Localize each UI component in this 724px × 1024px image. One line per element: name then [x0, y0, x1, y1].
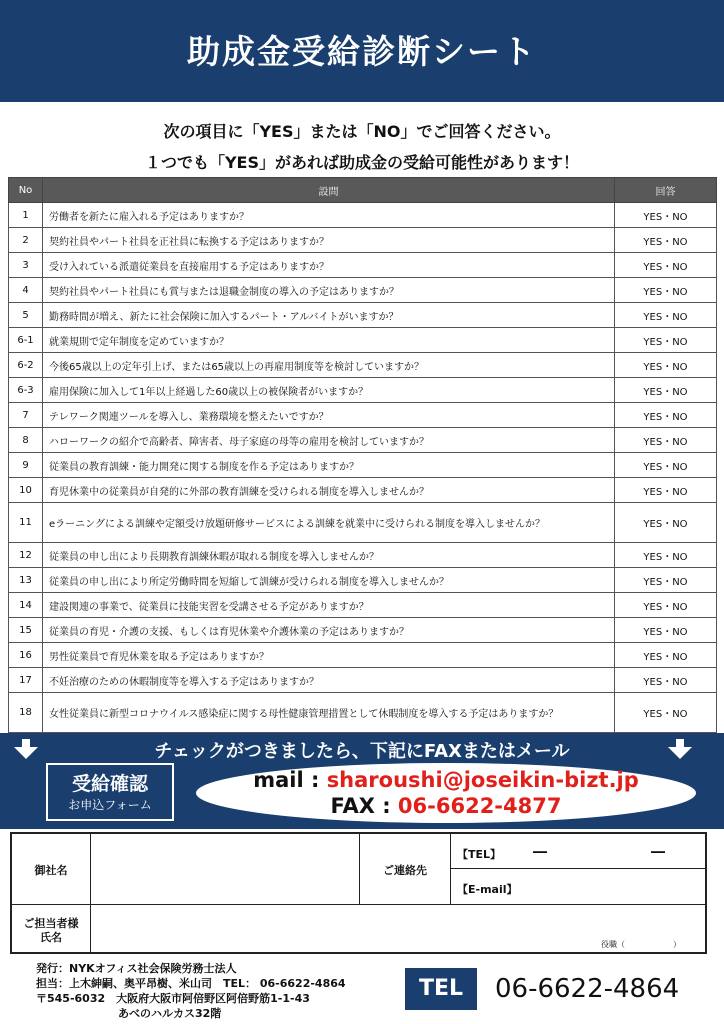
person-name-field[interactable]: [90, 904, 706, 953]
answer-choice[interactable]: YES・NO: [615, 303, 717, 328]
question-number: 14: [9, 593, 43, 618]
intro-line-2: １つでも「YES」があれば助成金の受給可能性があります！: [144, 153, 580, 172]
header-question: 設問: [43, 178, 615, 203]
question-text: 建設関連の事業で、従業員に技能実習を受講させる予定がありますか？: [43, 593, 615, 618]
question-text: 育児休業中の従業員が自発的に外部の教育訓練を受けられる制度を導入しませんか？: [43, 478, 615, 503]
question-text: 労働者を新たに雇入れる予定はありますか？: [43, 203, 615, 228]
question-text: 従業員の育児・介護の支援、もしくは育児休業や介護休業の予定はありますか？: [43, 618, 615, 643]
question-text: 雇用保険に加入して1年以上経過した60歳以上の被保険者がいますか？: [43, 378, 615, 403]
contact-label: ご連絡先: [383, 864, 427, 877]
company-label-cell: [11, 833, 91, 905]
question-number: 16: [9, 643, 43, 668]
table-row: [9, 228, 717, 253]
tel-dash: ―: [651, 844, 665, 860]
answer-choice[interactable]: YES・NO: [615, 503, 717, 543]
questions-table: [8, 177, 717, 733]
header-banner: [0, 0, 724, 102]
table-row: [9, 618, 717, 643]
answer-choice[interactable]: YES・NO: [615, 253, 717, 278]
question-text: テレワーク関連ツールを導入し、業務環境を整えたいですか？: [43, 403, 615, 428]
question-number: 17: [9, 668, 43, 693]
position-label: 役職（ ）: [601, 940, 681, 949]
table-row: [9, 378, 717, 403]
answer-choice[interactable]: YES・NO: [615, 478, 717, 503]
question-number: 6-2: [9, 353, 43, 378]
questions-body: [9, 203, 717, 733]
answer-choice[interactable]: YES・NO: [615, 593, 717, 618]
table-row: [9, 428, 717, 453]
question-number: 12: [9, 543, 43, 568]
question-number: 5: [9, 303, 43, 328]
question-text: 不妊治療のための休暇制度等を導入する予定はありますか？: [43, 668, 615, 693]
contact-oval: [196, 763, 696, 823]
table-row: [9, 478, 717, 503]
question-text: ハローワークの紹介で高齢者、障害者、母子家庭の母等の雇用を検討していますか？: [43, 428, 615, 453]
table-row: [9, 693, 717, 733]
table-row: [9, 453, 717, 478]
application-form-button[interactable]: [46, 763, 174, 821]
answer-choice[interactable]: YES・NO: [615, 643, 717, 668]
mail-label: mail :: [253, 768, 327, 792]
answer-choice[interactable]: YES・NO: [615, 543, 717, 568]
question-number: 15: [9, 618, 43, 643]
answer-choice[interactable]: YES・NO: [615, 618, 717, 643]
table-row: [9, 503, 717, 543]
answer-choice[interactable]: YES・NO: [615, 428, 717, 453]
answer-choice[interactable]: YES・NO: [615, 568, 717, 593]
tel-number[interactable]: 06-6622-4864: [495, 974, 680, 1004]
question-text: 従業員の教育訓練・能力開発に関する制度を作る予定はありますか？: [43, 453, 615, 478]
company-label: 御社名: [34, 864, 68, 877]
question-number: 11: [9, 503, 43, 543]
question-text: eラーニングによる訓練や定額受け放題研修サービスによる訓練を就業中に受けられる制度を導入しませんか？: [43, 503, 615, 543]
table-row: [9, 543, 717, 568]
mail-line: [196, 768, 696, 792]
table-row: [9, 253, 717, 278]
table-header-row: [9, 178, 717, 203]
question-text: 就業規則で定年制度を定めていますか？: [43, 328, 615, 353]
person-label: ご担当者様: [23, 917, 79, 930]
question-number: 6-3: [9, 378, 43, 403]
question-text: 契約社員やパート社員を正社員に転換する予定はありますか？: [43, 228, 615, 253]
question-number: 6-1: [9, 328, 43, 353]
cta-message: チェックがつきましたら、下記にFAXまたはメール: [154, 741, 570, 762]
contact-form: [10, 832, 707, 954]
answer-choice[interactable]: YES・NO: [615, 328, 717, 353]
question-number: 9: [9, 453, 43, 478]
intro-line-1: 次の項目に「YES」または「NO」でご回答ください。: [163, 122, 561, 141]
question-number: 4: [9, 278, 43, 303]
question-text: 今後65歳以上の定年引上げ、または65歳以上の再雇用制度等を検討していますか？: [43, 353, 615, 378]
table-row: [9, 328, 717, 353]
question-text: 勤務時間が増え、新たに社会保険に加入するパート・アルバイトがいますか？: [43, 303, 615, 328]
table-row: [9, 203, 717, 228]
table-row: [9, 353, 717, 378]
contact-band: [0, 733, 724, 829]
fax-label: FAX :: [330, 794, 398, 818]
issuer-line: 発行：NYKオフィス社会保険労務士法人: [36, 962, 237, 975]
question-text: 従業員の申し出により所定労働時間を短縮して訓練が受けられる制度を導入しませんか？: [43, 568, 615, 593]
question-number: 1: [9, 203, 43, 228]
answer-choice[interactable]: YES・NO: [615, 278, 717, 303]
company-name-field[interactable]: [90, 833, 360, 905]
answer-choice[interactable]: YES・NO: [615, 353, 717, 378]
question-text: 従業員の申し出により長期教育訓練休暇が取れる制度を導入しませんか？: [43, 543, 615, 568]
email-label: 【E-mail】: [457, 883, 518, 896]
question-text: 男性従業員で育児休業を取る予定はありますか？: [43, 643, 615, 668]
table-row: [9, 668, 717, 693]
staff-line: 担当：上木紳嗣、奥平昂樹、米山司 TEL： 06-6622-4864: [36, 977, 346, 990]
fax-line: [196, 794, 696, 818]
answer-choice[interactable]: YES・NO: [615, 453, 717, 478]
footer-info: [36, 961, 346, 1021]
question-number: 7: [9, 403, 43, 428]
table-row: [9, 278, 717, 303]
address-line: 〒545-6032 大阪府大阪市阿倍野区阿倍野筋1-1-43: [36, 992, 310, 1005]
tel-label: 【TEL】: [457, 848, 502, 861]
mail-link[interactable]: sharoushi@joseikin-bizt.jp: [326, 768, 639, 792]
person-label-cell: [11, 904, 91, 953]
answer-choice[interactable]: YES・NO: [615, 668, 717, 693]
question-number: 10: [9, 478, 43, 503]
tel-dash: ―: [533, 844, 547, 860]
page-title: 助成金受給診断シート: [187, 32, 537, 71]
answer-choice[interactable]: YES・NO: [615, 403, 717, 428]
person-name-label: 氏名: [40, 931, 62, 944]
answer-choice[interactable]: YES・NO: [615, 378, 717, 403]
form-button-subtitle: お申込フォーム: [68, 798, 152, 812]
header-no: No: [9, 178, 43, 203]
question-number: 2: [9, 228, 43, 253]
table-row: [9, 643, 717, 668]
question-number: 18: [9, 693, 43, 733]
question-number: 3: [9, 253, 43, 278]
question-text: 受け入れている派遣従業員を直接雇用する予定はありますか？: [43, 253, 615, 278]
email-field[interactable]: [450, 868, 706, 905]
address-building: あべのハルカス32階: [118, 1007, 222, 1020]
question-text: 契約社員やパート社員にも賞与または退職金制度の導入の予定はありますか？: [43, 278, 615, 303]
answer-choice[interactable]: YES・NO: [615, 228, 717, 253]
table-row: [9, 303, 717, 328]
answer-choice[interactable]: YES・NO: [615, 693, 717, 733]
tel-field[interactable]: [450, 833, 706, 869]
header-answer: 回答: [615, 178, 717, 203]
contact-label-cell: [359, 833, 451, 905]
question-number: 13: [9, 568, 43, 593]
fax-number: 06-6622-4877: [397, 794, 562, 818]
question-number: 8: [9, 428, 43, 453]
form-button-title: 受給確認: [71, 773, 148, 795]
answer-choice[interactable]: YES・NO: [615, 203, 717, 228]
table-row: [9, 593, 717, 618]
question-text: 女性従業員に新型コロナウイルス感染症に関する母性健康管理措置として休暇制度を導入する予定はありますか？: [43, 693, 615, 733]
tel-badge: TEL: [405, 968, 477, 1010]
table-row: [9, 568, 717, 593]
table-row: [9, 403, 717, 428]
